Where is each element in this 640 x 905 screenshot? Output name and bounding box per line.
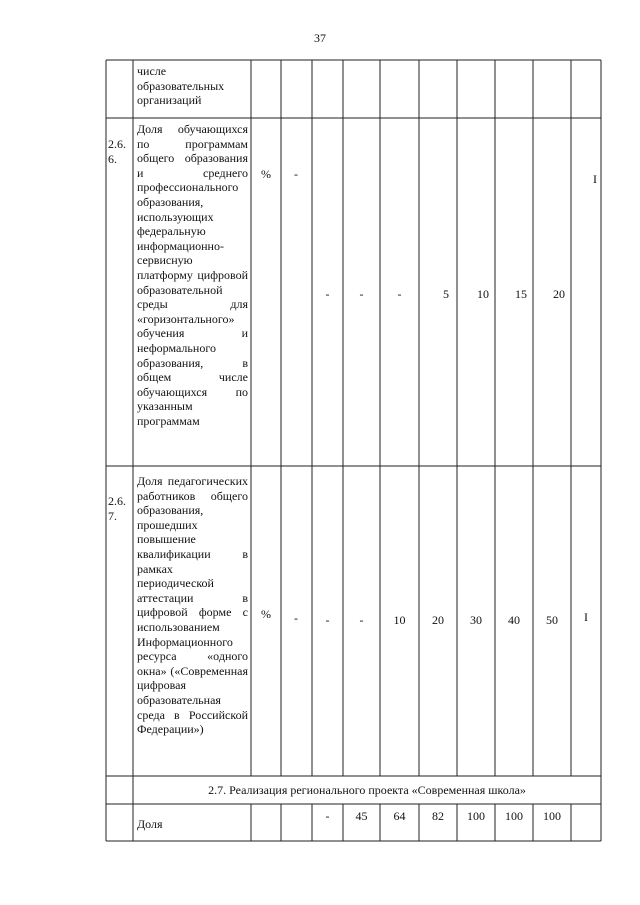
row-number: 2.6.7. — [108, 494, 126, 523]
value-cell: - — [325, 287, 330, 301]
unit-cell: % — [261, 167, 271, 181]
value-cell: - — [359, 613, 364, 627]
value-cell: 20 — [553, 287, 565, 301]
value-cell: 100 — [543, 809, 561, 823]
mark-cell: I — [593, 172, 597, 186]
row-indicator-name: Доля — [137, 817, 163, 831]
value-cell: 40 — [508, 613, 520, 627]
value-cell: - — [397, 287, 402, 301]
value-cell: 50 — [546, 613, 558, 627]
base-value-cell: - — [294, 611, 298, 625]
base-value-cell: - — [294, 167, 298, 181]
row-indicator-name: Доля обучающихся по программам общего образования и среднего профессионального образования, использующих федеральную информационно-сервисную платформу цифровой образовательной среды для «горизонтального» обучения и неформального образования, в общем числе обучающихся по указанным программам — [137, 122, 248, 428]
value-cell: 20 — [432, 613, 444, 627]
row-indicator-name: Доля педагогических работников общего образования, прошедших повышение квалификации в рамках периодической аттестации в цифровой форме с использованием Информационного ресурса «одного окна» («Современная цифровая образовательная среда в Российской Федерации») — [137, 474, 248, 737]
value-cell: 100 — [467, 809, 485, 823]
value-cell: 64 — [393, 809, 406, 823]
value-cell: - — [359, 287, 364, 301]
value-cell: 45 — [355, 809, 368, 823]
value-cell: 30 — [470, 613, 482, 627]
unit-cell: % — [261, 607, 271, 621]
value-cell: 10 — [477, 287, 489, 301]
value-cell: 100 — [505, 809, 523, 823]
value-cell: - — [325, 613, 330, 627]
row-number: 2.6.6. — [108, 137, 126, 166]
value-cell: 82 — [432, 809, 444, 823]
mark-cell: I — [584, 610, 588, 624]
value-cell: - — [325, 809, 330, 823]
value-cell: 15 — [515, 287, 527, 301]
value-cell: 5 — [443, 287, 449, 301]
value-cell: 10 — [393, 613, 406, 627]
section-header: 2.7. Реализация регионального проекта «Современная школа» — [208, 783, 526, 797]
page-number: 37 — [314, 31, 326, 45]
row-indicator-name: числе образовательных организаций — [137, 64, 225, 108]
